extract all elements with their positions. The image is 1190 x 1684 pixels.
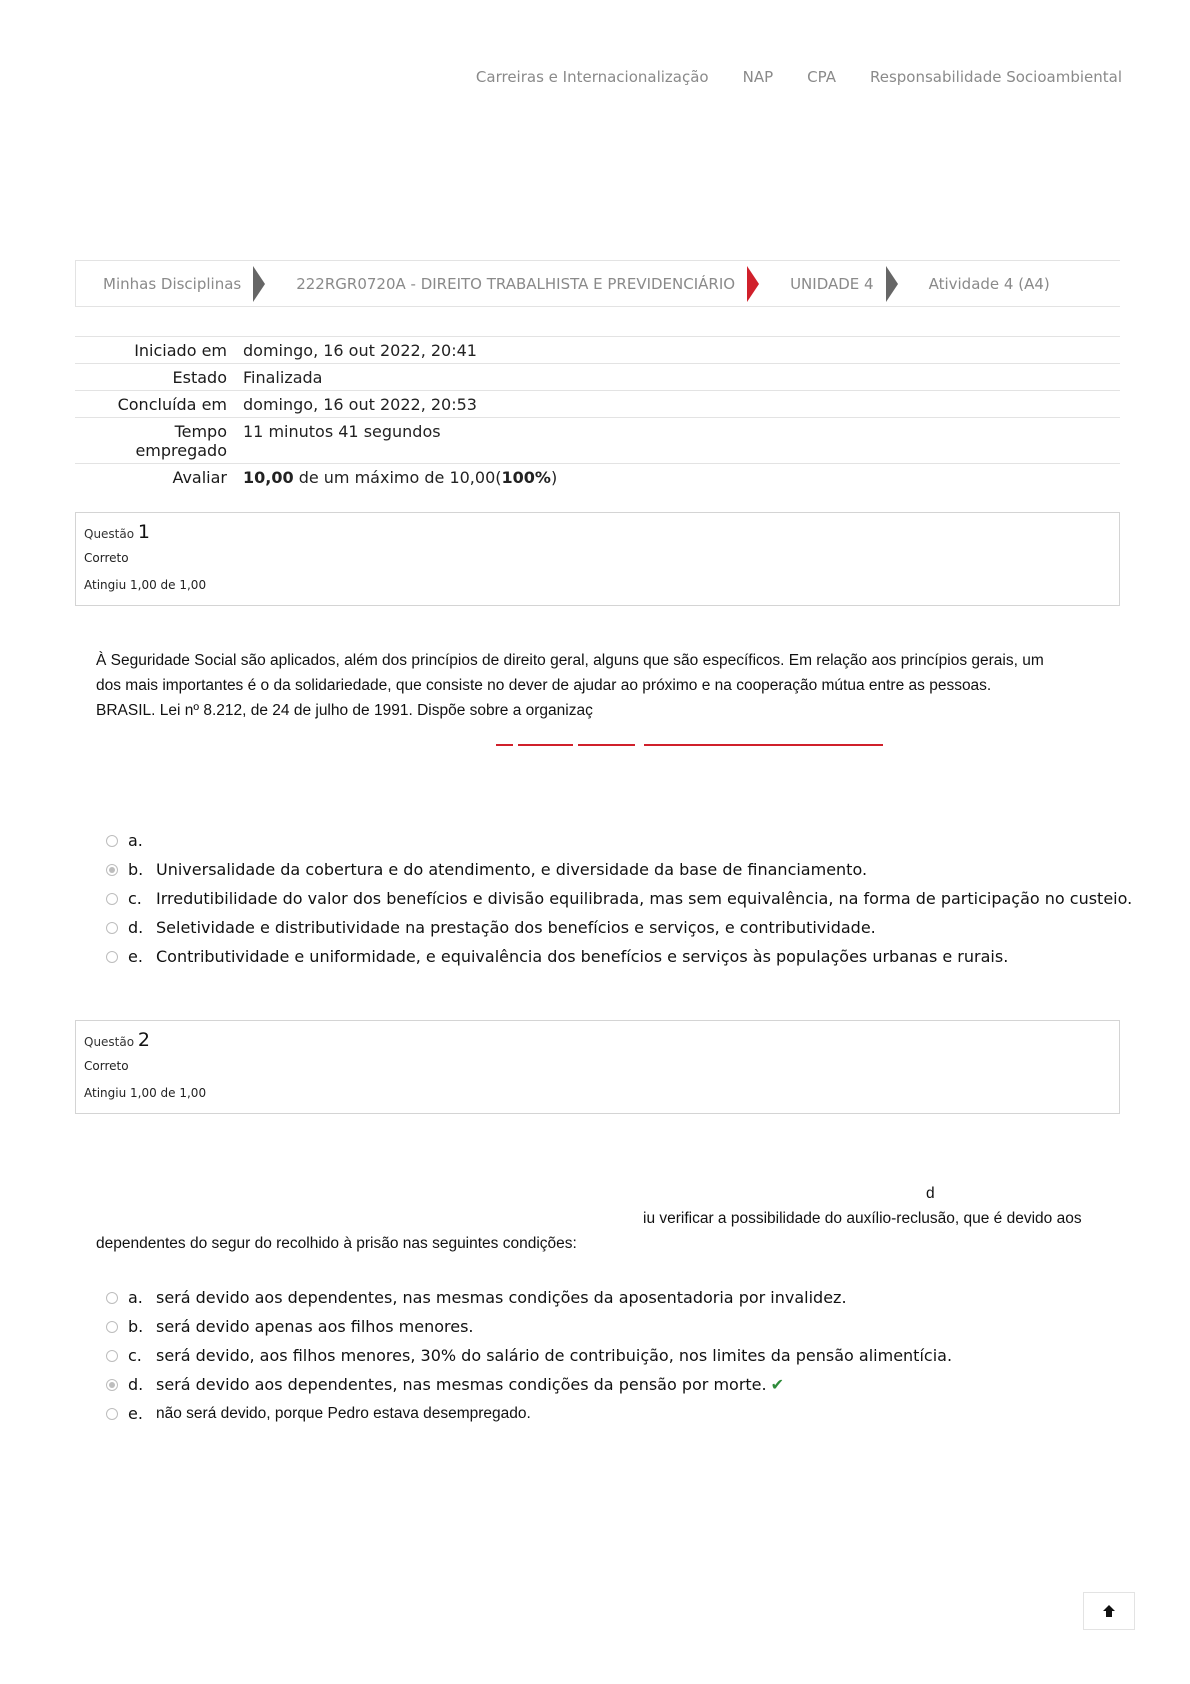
question-1-number: Questão 1 (84, 521, 151, 543)
answer-option[interactable] (106, 942, 1132, 971)
answer-option[interactable] (106, 884, 1132, 913)
red-underline (518, 744, 573, 746)
radio-icon[interactable] (106, 951, 118, 963)
question-1-text-line: dos mais importantes é o da solidariedade, que consiste no dever de ajudar ao próximo e na cooperação mútua entre as pessoas. (96, 677, 992, 694)
time-value: 11 minutos 41 segundos (243, 422, 441, 441)
answer-letter: b. (128, 1317, 144, 1336)
answer-letter: e. (128, 1404, 143, 1423)
breadcrumb-separator-icon (253, 266, 265, 302)
started-value: domingo, 16 out 2022, 20:41 (243, 341, 477, 360)
answer-text: será devido, aos filhos menores, 30% do salário de contribuição, nos limites da pensão alimentícia. (156, 1346, 953, 1365)
question-2-text-fragment: d (926, 1185, 935, 1202)
radio-icon[interactable] (106, 1292, 118, 1304)
arrow-up-icon (1101, 1603, 1117, 1619)
answer-letter: e. (128, 947, 143, 966)
correct-check-icon: ✔ (770, 1375, 785, 1394)
answer-option[interactable] (106, 1399, 952, 1428)
state-value: Finalizada (243, 368, 323, 387)
question-1-text-line: À Seguridade Social são aplicados, além dos princípios de direito geral, alguns que são específicos. Em relação aos princípios gerais, um (96, 652, 1044, 669)
radio-checked-icon[interactable] (106, 1379, 118, 1391)
question-1-text (96, 648, 1086, 723)
breadcrumb-course[interactable]: 222RGR0720A - DIREITO TRABALHISTA E PREVIDENCIÁRIO (296, 274, 736, 293)
answer-text: será devido aos dependentes, nas mesmas condições da aposentadoria por invalidez. (156, 1288, 847, 1307)
radio-checked-icon[interactable] (106, 864, 118, 876)
nav-responsabilidade[interactable]: Responsabilidade Socioambiental (869, 68, 1122, 86)
answer-letter: b. (128, 860, 144, 879)
answer-option[interactable] (106, 1312, 952, 1341)
answer-option[interactable] (106, 826, 1132, 855)
breadcrumb-unit[interactable]: UNIDADE 4 (790, 274, 874, 293)
grade-score: 10,00 (243, 468, 294, 487)
nav-nap[interactable]: NAP (742, 68, 774, 86)
back-to-top-button[interactable] (1083, 1592, 1135, 1630)
answer-option[interactable] (106, 913, 1132, 942)
radio-icon[interactable] (106, 922, 118, 934)
summary-row-grade (75, 464, 1120, 491)
grade-label: Avaliar (172, 468, 227, 487)
completed-label: Concluída em (117, 395, 227, 414)
grade-close: ) (550, 468, 558, 487)
answer-letter: c. (128, 889, 142, 908)
summary-row-state (75, 364, 1120, 391)
answer-text: Seletividade e distributividade na prestação dos benefícios e serviços, e contributividade. (156, 918, 876, 937)
question-2-text-line: iu verificar a possibilidade do auxílio-reclusão, que é devido aos (643, 1210, 1082, 1227)
answer-text: não será devido, porque Pedro estava desempregado. (156, 1404, 531, 1422)
summary-row-started (75, 337, 1120, 364)
answer-option[interactable] (106, 1283, 952, 1312)
answer-letter: d. (128, 918, 144, 937)
breadcrumb-minhas-disciplinas[interactable]: Minhas Disciplinas (103, 274, 242, 293)
question-2-number: Questão 2 (84, 1029, 151, 1051)
breadcrumb-activity[interactable]: Atividade 4 (A4) (928, 274, 1050, 293)
answer-option[interactable] (106, 1341, 952, 1370)
question-1-info (75, 512, 1120, 606)
answer-option[interactable] (106, 1370, 952, 1399)
question-1-num: 1 (137, 521, 151, 543)
radio-icon[interactable] (106, 1321, 118, 1333)
question-2-state: Correto (84, 1059, 129, 1073)
radio-icon[interactable] (106, 835, 118, 847)
radio-icon[interactable] (106, 1350, 118, 1362)
breadcrumb-separator-icon (886, 266, 898, 302)
radio-icon[interactable] (106, 893, 118, 905)
red-underline (644, 744, 883, 746)
breadcrumb-separator-icon (747, 266, 759, 302)
grade-max: de um máximo de 10,00( (293, 468, 502, 487)
question-1-state: Correto (84, 551, 129, 565)
nav-carreiras[interactable]: Carreiras e Internacionalização (475, 68, 709, 86)
started-label: Iniciado em (134, 341, 227, 360)
question-2-info (75, 1020, 1120, 1114)
top-nav (476, 68, 1122, 86)
completed-value: domingo, 16 out 2022, 20:53 (243, 395, 477, 414)
summary-row-time (75, 418, 1120, 464)
answer-letter: a. (128, 831, 143, 850)
question-2-answers (106, 1283, 952, 1428)
breadcrumb (75, 260, 1120, 307)
question-2-text-line: dependentes do segur do recolhido à prisão nas seguintes condições: (96, 1235, 577, 1252)
grade-value (227, 464, 1120, 491)
answer-letter: c. (128, 1346, 142, 1365)
question-2-num: 2 (137, 1029, 151, 1051)
time-label-line-1: Tempo (174, 422, 227, 441)
question-1-answers (106, 826, 1132, 971)
grade-percent: 100% (501, 468, 551, 487)
state-label: Estado (172, 368, 227, 387)
time-label-line-2: empregado (135, 441, 227, 460)
answer-text: Irredutibilidade do valor dos benefícios e divisão equilibrada, mas sem equivalência, na forma de participação no custeio. (156, 889, 1133, 908)
answer-text: será devido apenas aos filhos menores. (156, 1317, 474, 1336)
answer-text: será devido aos dependentes, nas mesmas condições da pensão por morte. (156, 1375, 767, 1394)
nav-cpa[interactable]: CPA (807, 68, 836, 86)
red-underline (578, 744, 635, 746)
question-1-text-line: BRASIL. Lei nº 8.212, de 24 de julho de 1991. Dispõe sobre a organizaç (96, 702, 593, 719)
radio-icon[interactable] (106, 1408, 118, 1420)
red-underline (496, 744, 513, 746)
time-label (75, 418, 227, 464)
answer-text: Contributividade e uniformidade, e equivalência dos benefícios e serviços às populações urbanas e rurais. (156, 947, 1009, 966)
attempt-summary (75, 336, 1120, 490)
answer-text: Universalidade da cobertura e do atendimento, e diversidade da base de financiamento. (156, 860, 868, 879)
question-2-grade: Atingiu 1,00 de 1,00 (84, 1086, 207, 1100)
answer-letter: a. (128, 1288, 143, 1307)
answer-letter: d. (128, 1375, 144, 1394)
summary-row-completed (75, 391, 1120, 418)
answer-option[interactable] (106, 855, 1132, 884)
question-1-grade: Atingiu 1,00 de 1,00 (84, 578, 207, 592)
